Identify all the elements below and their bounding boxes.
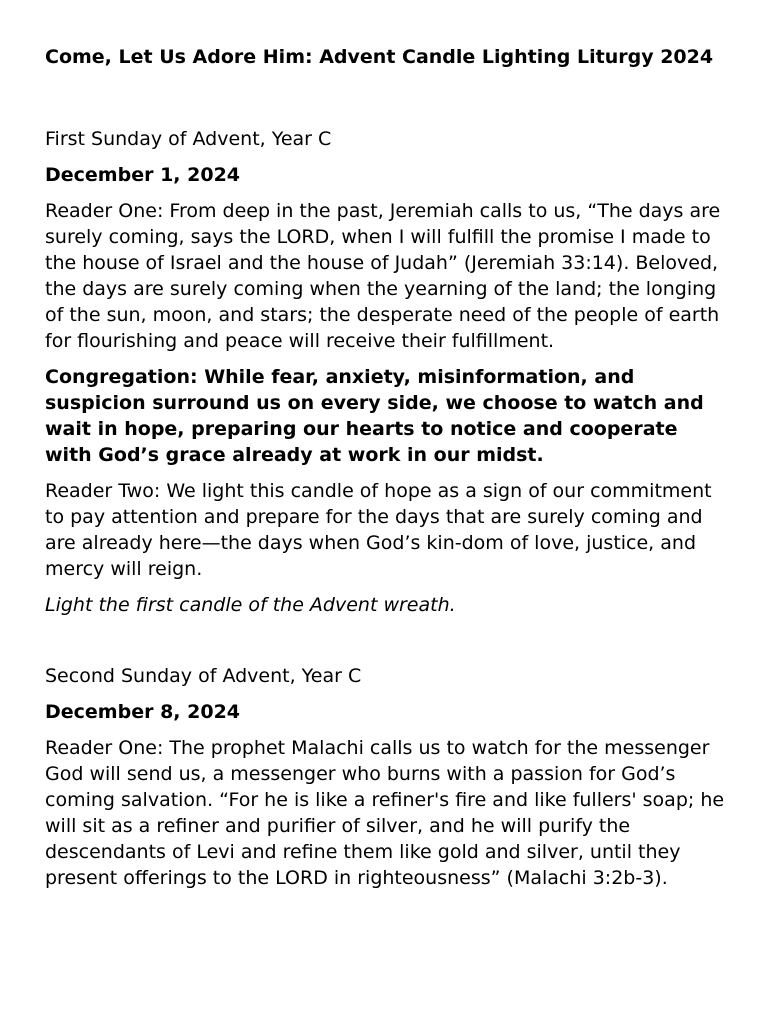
document-page — [45, 44, 730, 891]
section-first-sunday — [45, 126, 730, 618]
section-heading: First Sunday of Advent, Year C — [45, 128, 332, 150]
section-date: December 8, 2024 — [45, 701, 241, 723]
instruction-paragraph: Light the first candle of the Advent wreath. — [45, 594, 456, 616]
document-title: Come, Let Us Adore Him: Advent Candle Lighting Liturgy 2024 — [45, 46, 714, 68]
reader-one-paragraph: Reader One: From deep in the past, Jeremiah calls to us, “The days are surely coming, says the LORD, when I will fulfill the promise I made to the house of Israel and the house of Judah” (Jeremiah 33:14). Beloved, the days are surely coming when the yearning of the land; the longing of the sun, moon, and stars; the desperate need of the people of earth for flourishing and peace will receive their fulfillment. — [45, 200, 721, 352]
congregation-paragraph: Congregation: While fear, anxiety, misinformation, and suspicion surround us on every side, we choose to watch and wait in hope, preparing our hearts to notice and cooperate with God’s grace already at work in our midst. — [45, 366, 704, 466]
reader-two-paragraph: Reader Two: We light this candle of hope as a sign of our commitment to pay attention and prepare for the days that are surely coming and are already here—the days when God’s kin-dom of love, justice, and mercy will reign. — [45, 480, 712, 580]
reader-one-paragraph: Reader One: The prophet Malachi calls us to watch for the messenger God will send us, a messenger who burns with a passion for God’s coming salvation. “For he is like a refiner's fire and like fullers' soap; he will sit as a refiner and purifier of silver, and he will purify the descendants of Levi and refine them like gold and silver, until they present offerings to the LORD in righteousness” (Malachi 3:2b-3). — [45, 737, 725, 889]
section-date: December 1, 2024 — [45, 164, 241, 186]
section-second-sunday — [45, 663, 730, 891]
section-heading: Second Sunday of Advent, Year C — [45, 665, 362, 687]
